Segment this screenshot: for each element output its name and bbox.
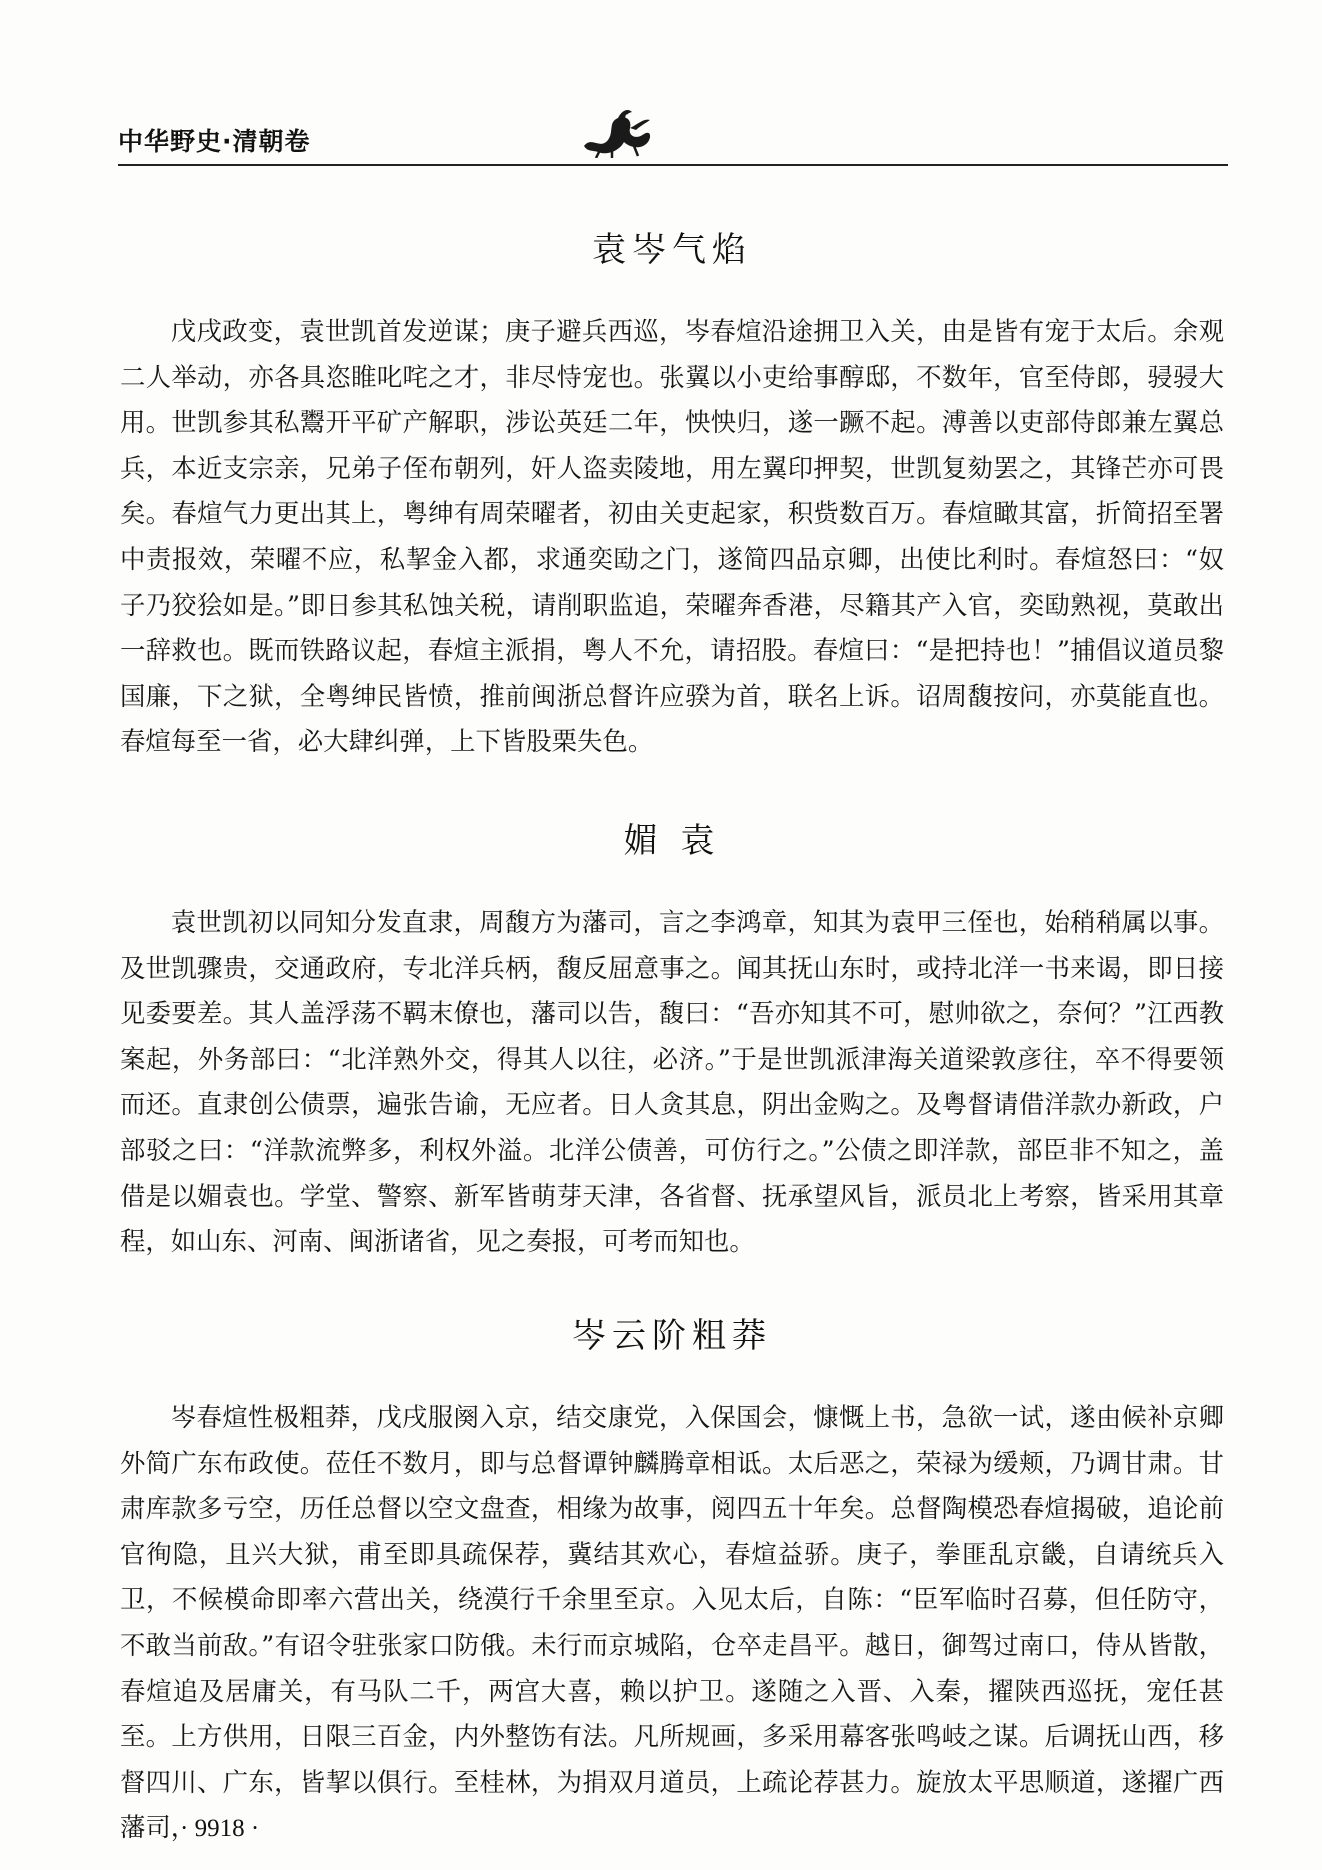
article-body: 戊戌政变，袁世凯首发逆谋；庚子避兵西巡，岑春煊沿途拥卫入关，由是皆有宠于太后。余观二人举动，亦各具恣睢叱咤之才，非尽恃宠也。张翼以小吏给事醇邸，不数年，官至侍郎，骎骎大用。世凯参其私鬻开平矿产解职，涉讼英廷二年，怏怏归，遂一蹶不起。溥善以吏部侍郎兼左翼总兵，本近支宗亲，兄弟子侄布朝列，奸人盗卖陵地，用左翼印押契，世凯复劾罢之，其锋芒亦可畏矣。春煊气力更出其上，粤绅有周荣曜者，初由关吏起家，积赀数百万。春煊瞰其富，折简招至署中责报效，荣曜不应，私挈金入都，求通奕劻之门，遂简四品京卿，出使比利时。春煊怒曰：“奴子乃狡狯如是。”即日参其私蚀关税，请削职监追，荣曜奔香港，尽籍其产入官，奕劻熟视，莫敢出一辞救也。既而铁路议起，春煊主派捐，粤人不允，请招股。春煊曰：“是把持也！”捕倡议道员黎国廉，下之狱，全粤绅民皆愤，推前闽浙总督许应骙为首，联名上诉。诏周馥按问，亦莫能直也。春煊每至一省，必大肆纠弹，上下皆股栗失色。	[120, 316, 1224, 757]
article-body: 袁世凯初以同知分发直隶，周馥方为藩司，言之李鸿章，知其为袁甲三侄也，始稍稍属以事。及世凯骤贵，交通政府，专北洋兵柄，馥反屈意事之。闻其抚山东时，或持北洋一书来谒，即日接见委要差。其人盖浮荡不羁末僚也，藩司以告，馥曰：“吾亦知其不可，慰帅欲之，奈何？”江西教案起，外务部曰：“北洋熟外交，得其人以往，必济。”于是世凯派津海关道梁敦彦往，卒不得要领而还。直隶创公债票，遍张告谕，无应者。日人贪其息，阴出金购之。及粤督请借洋款办新政，户部驳之曰：“洋款流弊多，利权外溢。北洋公债善，可仿行之。”公债之即洋款，部臣非不知之，盖借是以媚袁也。学堂、警察、新军皆萌芽天津，各省督、抚承望风旨，派员北上考察，皆采用其章程，如山东、河南、闽浙诸省，见之奏报，可考而知也。	[120, 907, 1224, 1257]
article-cen-yunjie	[120, 1308, 1224, 1851]
article-title: 岑云阶粗莽	[572, 1316, 772, 1356]
article-mei-yuan	[120, 813, 1224, 1265]
header-rule	[118, 164, 1228, 166]
article-title: 媚 袁	[623, 821, 721, 861]
running-header	[118, 118, 1228, 168]
page-number: · 9918 ·	[180, 1815, 260, 1842]
article-body: 岑春煊性极粗莽，戊戌服阕入京，结交康党，入保国会，慷慨上书，急欲一试，遂由候补京卿外简广东布政使。莅任不数月，即与总督谭钟麟腾章相诋。太后恶之，荣禄为缓颊，乃调甘肃。甘肃库款多亏空，历任总督以空文盘查，相缘为故事，阅四五十年矣。总督陶模恐春煊揭破，追论前官徇隐，且兴大狱，甫至即具疏保荐，冀结其欢心，春煊益骄。庚子，拳匪乱京畿，自请统兵入卫，不候模命即率六营出关，绕漠行千余里至京。入见太后，自陈：“臣军临时召募，但任防守，不敢当前敌。”有诏令驻张家口防俄。未行而京城陷，仓卒走昌平。越日，御驾过南口，侍从皆散，春煊追及居庸关，有马队二千，两宫大喜，赖以护卫。遂随之入晋、入秦，擢陕西巡抚，宠任甚至。上方供用，日限三百金，内外整饬有法。凡所规画，多采用幕客张鸣岐之谋。后调抚山西，移督四川、广东，皆挈以俱行。至桂林，为捐双月道员，上疏论荐甚力。旋放太平思顺道，遂擢广西藩司，	[120, 1402, 1224, 1843]
article-yuan-cen	[120, 222, 1224, 765]
article-title: 袁岑气焰	[592, 230, 752, 270]
book-series-title: 中华野史·清朝卷	[118, 127, 311, 156]
dragon-icon	[578, 106, 658, 158]
